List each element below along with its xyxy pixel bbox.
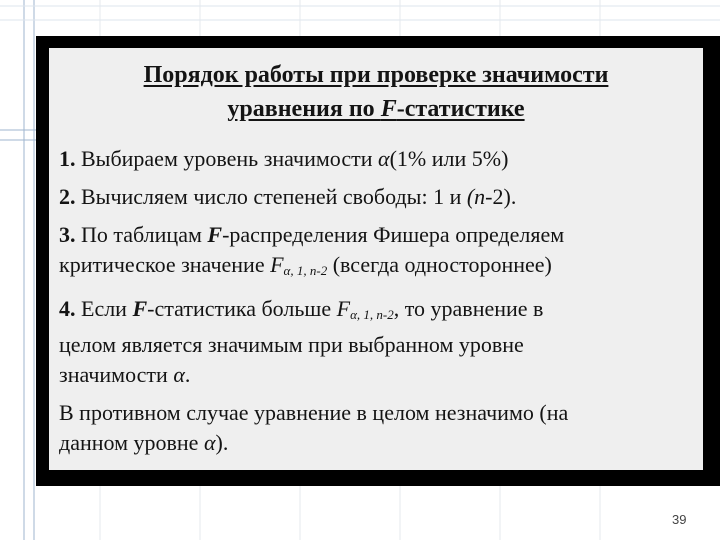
step-text: По таблицам (75, 222, 208, 247)
step-text: Вычисляем число степеней свободы: 1 и (75, 184, 467, 209)
step-text: -распределения Фишера определяем (222, 222, 565, 247)
step-number: 2. (59, 184, 76, 209)
step-1 (59, 144, 699, 174)
step-3 (59, 220, 699, 286)
f-critical-subscript: α, 1, n-2 (350, 307, 394, 322)
step-5-line-2 (59, 428, 699, 458)
step-text: . (184, 362, 191, 387)
title-f-symbol: F (380, 96, 397, 122)
step-2 (59, 182, 699, 212)
step-4-line-3 (59, 360, 699, 390)
step-text: Выбираем уровень значимости (75, 146, 379, 171)
step-4-line-1 (59, 294, 699, 330)
step-text: ( (466, 184, 475, 209)
step-number: 1. (59, 146, 76, 171)
step-3-line-1 (59, 220, 699, 250)
step-text: (1% или 5%) (389, 146, 509, 171)
step-number: 4. (59, 296, 76, 321)
alpha-symbol: α (173, 362, 185, 387)
alpha-symbol: α (378, 146, 390, 171)
title-line-1: Порядок работы при проверке значимости (143, 62, 609, 88)
steps-list (59, 144, 699, 466)
slide-number: 39 (672, 512, 687, 527)
step-text: значимости (59, 362, 174, 387)
step-3-line-2 (59, 250, 699, 286)
step-text: данном уровне (59, 430, 204, 455)
step-5-line-1: В противном случае уравнение в целом незначимо (на (59, 400, 569, 425)
step-text: Если (75, 296, 133, 321)
f-critical-subscript: α, 1, n-2 (283, 263, 328, 278)
slide-title (49, 58, 703, 126)
step-4 (59, 294, 699, 390)
step-4-line-2: целом является значимым при выбранном уровне (59, 332, 524, 357)
title-text: -статистике (396, 96, 525, 122)
f-critical-symbol: F (336, 296, 351, 321)
step-text: , то уравнение в (393, 296, 544, 321)
step-5 (59, 398, 699, 458)
step-text: -статистика больше (147, 296, 337, 321)
step-text: ). (215, 430, 229, 455)
f-critical-symbol: F (270, 252, 284, 277)
title-line-2 (49, 92, 703, 126)
content-panel (49, 48, 703, 470)
f-symbol: F (207, 222, 223, 247)
alpha-symbol: α (203, 430, 216, 455)
n-symbol: n (474, 184, 486, 209)
step-number: 3. (59, 222, 76, 247)
step-text: -2). (485, 184, 517, 209)
step-text: (всегда одностороннее) (327, 252, 552, 277)
title-text: уравнения по (227, 96, 381, 122)
step-text: критическое значение (59, 252, 271, 277)
f-symbol: F (132, 296, 148, 321)
